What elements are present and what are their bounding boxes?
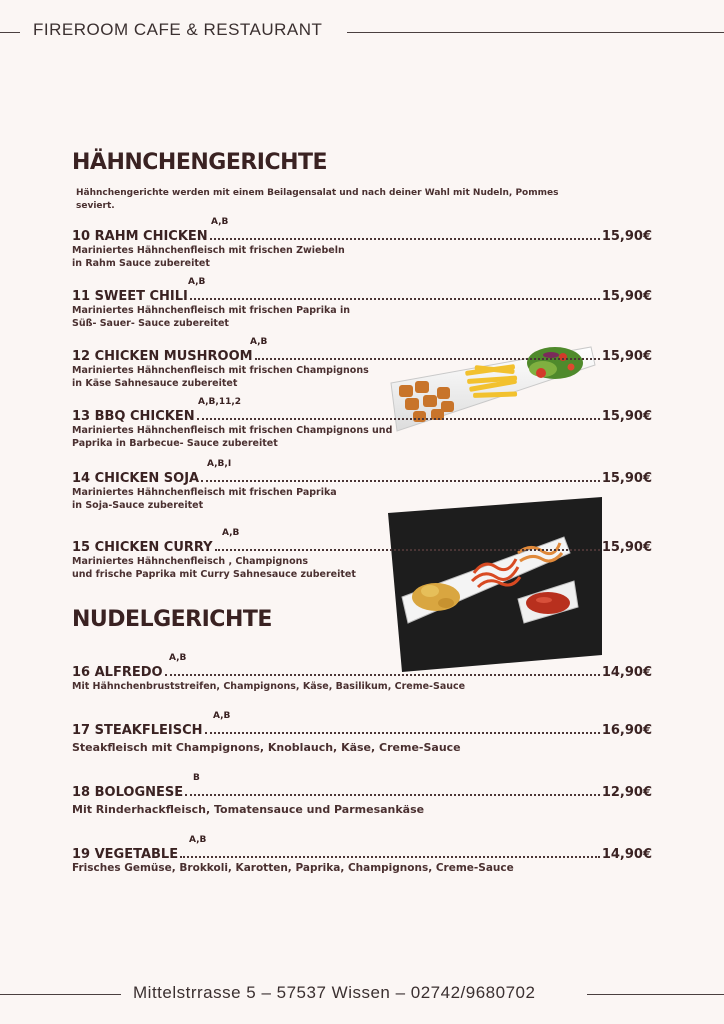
item-description: Mit Hähnchenbruststreifen, Champignons, Käse, Basilikum, Creme-Sauce [72,681,466,692]
leader-dots [210,238,600,240]
item-name: 19 VEGETABLE [72,847,179,862]
leader-dots [185,794,600,796]
menu-item-12 [72,337,652,390]
allergen-code: A,B [189,835,207,845]
item-name: 16 ALFREDO [72,665,163,680]
item-name: 11 SWEET CHILI [72,289,188,304]
footer-rule-right [587,994,724,995]
item-price: 16,90€ [601,723,652,738]
item-price: 15,90€ [601,289,652,304]
item-price: 15,90€ [601,471,652,486]
item-description: Steakfleisch mit Champignons, Knoblauch, Käse, Creme-Sauce [72,741,461,754]
item-price: 12,90€ [601,785,652,800]
item-price: 14,90€ [601,847,652,862]
item-description: Mariniertes Hähnchenfleisch mit frischen Champignons in Käse Sahnesauce zubereitet [72,365,369,389]
section-intro: Hähnchengerichte werden mit einem Beilagensalat und nach deiner Wahl mit Nudeln, Pommes seviert. [76,188,559,211]
header-rule-right [347,32,724,33]
item-name: 13 BBQ CHICKEN [72,409,195,424]
item-price: 15,90€ [601,409,652,424]
leader-dots [165,674,600,676]
item-description: Mariniertes Hähnchenfleisch mit frischen Zwiebeln in Rahm Sauce zubereitet [72,245,345,269]
restaurant-title: FIREROOM CAFE & RESTAURANT [33,20,323,39]
leader-dots [205,732,600,734]
allergen-code: A,B [250,337,268,347]
menu-item-19 [72,835,652,875]
item-description: Mariniertes Hähnchenfleisch mit frischen Champignons und Paprika in Barbecue- Sauce zubereitet [72,425,393,449]
item-description: Mit Rinderhackfleisch, Tomatensauce und Parmesankäse [72,803,425,816]
item-description: Mariniertes Hähnchenfleisch mit frischen Paprika in Süß- Sauer- Sauce zubereitet [72,305,351,329]
allergen-code: A,B [211,217,229,227]
menu-item-13 [72,397,652,450]
item-description: Mariniertes Hähnchenfleisch , Champignons und frische Paprika mit Curry Sahnesauce zubereitet [72,556,356,580]
item-description: Mariniertes Hähnchenfleisch mit frischen Paprika in Soja-Sauce zubereitet [72,487,337,511]
item-name: 10 RAHM CHICKEN [72,229,208,244]
item-name: 18 BOLOGNESE [72,785,184,800]
leader-dots [255,358,600,360]
allergen-code: B [193,773,200,783]
item-name: 12 CHICKEN MUSHROOM [72,349,253,364]
header-rule-left [0,32,20,33]
item-name: 15 CHICKEN CURRY [72,540,213,555]
footer-rule-left [0,994,121,995]
menu-item-16 [72,653,652,693]
item-name: 14 CHICKEN SOJA [72,471,200,486]
item-description: Frisches Gemüse, Brokkoli, Karotten, Paprika, Champignons, Creme-Sauce [72,862,514,874]
allergen-code: A,B [213,711,231,721]
allergen-code: A,B [188,277,206,287]
menu-item-18 [72,773,652,817]
leader-dots [215,549,600,551]
section-title-haehnchen: HÄHNCHENGERICHTE [72,150,328,175]
leader-dots [180,856,600,858]
item-name: 17 STEAKFLEISCH [72,723,203,738]
footer-address: Mittelstrrasse 5 – 57537 Wissen – 02742/9680702 [133,983,536,1002]
curry-plate-photo [388,497,602,672]
section-title-nudel: NUDELGERICHTE [72,607,272,632]
allergen-code: A,B,I [207,459,232,469]
menu-item-14 [72,459,652,512]
leader-dots [201,480,600,482]
allergen-code: A,B,11,2 [198,397,242,407]
item-price: 15,90€ [601,540,652,555]
menu-item-10 [72,217,652,270]
allergen-code: A,B [169,653,187,663]
item-price: 14,90€ [601,665,652,680]
allergen-code: A,B [222,528,240,538]
item-price: 15,90€ [601,229,652,244]
menu-item-11 [72,277,652,330]
menu-item-15 [72,528,652,581]
item-price: 15,90€ [601,349,652,364]
leader-dots [197,418,600,420]
menu-item-17 [72,711,652,755]
leader-dots [190,298,600,300]
